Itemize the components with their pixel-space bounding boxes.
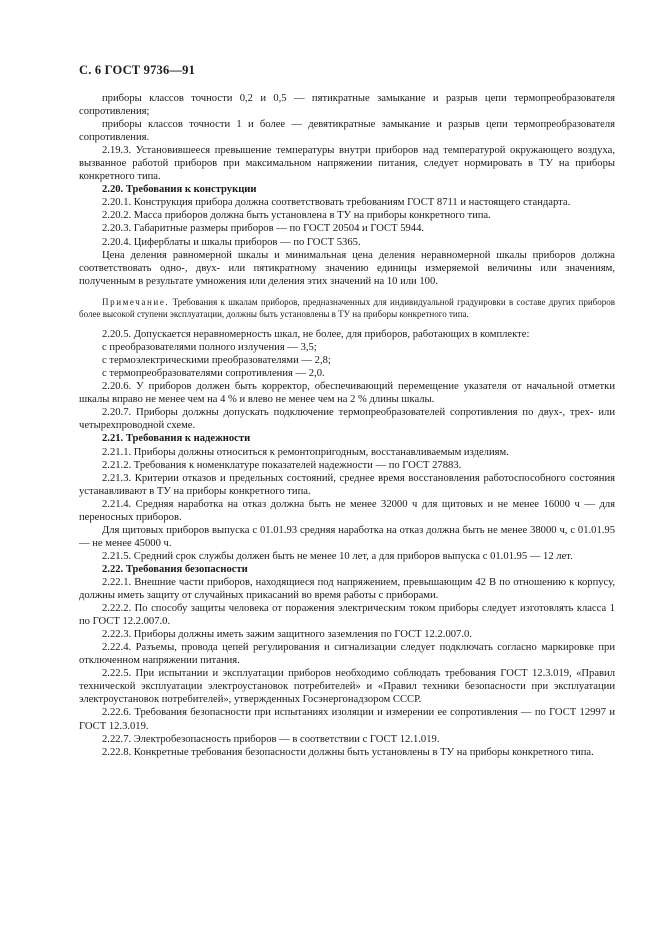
paragraph: 2.19.3. Установившееся превышение температуры внутри приборов над температурой окружающего воздуха, вызванное работой приборов при максимальном напряжении питания, следует нормировать в ТУ на приборы конкретного типа. [79, 145, 615, 183]
running-header: С. 6 ГОСТ 9736—91 [79, 63, 196, 77]
paragraph: 2.21.4. Средняя наработка на отказ должна быть не менее 32000 ч для щитовых и не менее 16000 ч — для переносных приборов. [79, 498, 615, 523]
paragraph: 2.20.4. Циферблаты и шкалы приборов — по ГОСТ 5365. [102, 236, 361, 248]
list-item: с термопреобразователями сопротивления — 2,0. [102, 368, 325, 380]
paragraph: 2.21.2. Требования к номенклатуре показателей надежности — по ГОСТ 27883. [102, 459, 462, 471]
document-body [79, 92, 615, 759]
paragraph: 2.22.3. Приборы должны иметь зажим защитного заземления по ГОСТ 12.2.007.0. [102, 629, 472, 641]
paragraph: приборы классов точности 1 и более — девятикратные замыкание и разрыв цепи термопреобразователя сопротивления. [79, 119, 615, 144]
paragraph: 2.20.7. Приборы должны допускать подключение термопреобразователей сопротивления по двух-, трех- или четырехпроводной схеме. [79, 407, 615, 432]
paragraph: 2.22.5. При испытании и эксплуатации приборов необходимо соблюдать требования ГОСТ 12.3.019, «Правил технической эксплуатации электроустановок потребителей» и «Правил техники безопасности при эксплуатации электроустановок потребителей», утвержденных Госэнергонадзором СССР. [79, 668, 615, 706]
paragraph: 2.21.5. Средний срок службы должен быть не менее 10 лет, а для приборов выпуска с 01.01.95 — 12 лет. [102, 550, 573, 562]
paragraph: приборы классов точности 0,2 и 0,5 — пятикратные замыкание и разрыв цепи термопреобразователя сопротивления; [79, 93, 615, 118]
section-heading-reliability: 2.21. Требования к надежности [102, 433, 251, 445]
paragraph: 2.22.4. Разъемы, провода цепей регулирования и сигнализации следует подключать согласно маркировке при отключенном напряжении питания. [79, 642, 615, 667]
paragraph: 2.22.1. Внешние части приборов, находящиеся под напряжением, превышающим 42 В по отношению к корпусу, должны иметь защиту от случайных прикасаний во время работы с приборами. [79, 577, 615, 602]
paragraph: 2.22.2. По способу защиты человека от поражения электрическим током приборы следует изготовлять класса 1 по ГОСТ 12.2.007.0. [79, 603, 615, 628]
paragraph: 2.22.6. Требования безопасности при испытаниях изоляции и измерении ее сопротивления — по ГОСТ 12997 и ГОСТ 12.3.019. [79, 707, 615, 732]
list-item: с преобразователями полного излучения — 3,5; [102, 342, 317, 354]
note-label: Примечание. [102, 296, 170, 307]
paragraph: 2.20.3. Габаритные размеры приборов — по ГОСТ 20504 и ГОСТ 5944. [102, 223, 425, 235]
paragraph: 2.21.3. Критерии отказов и предельных состояний, среднее время восстановления работоспособного состояния устанавливают в ТУ на приборы конкретного типа. [79, 472, 615, 497]
note [79, 296, 615, 320]
note-text: Требования к шкалам приборов, предназначенных для индивидуальной градуировки в составе других приборов более высокой ступени эксплуатации, должны быть установлены в ТУ на приборы конкретного типа. [79, 296, 616, 319]
list-item: с термоэлектрическими преобразователями — 2,8; [102, 355, 331, 367]
section-heading-construction: 2.20. Требования к конструкции [102, 184, 257, 196]
section-heading-safety: 2.22. Требования безопасности [102, 563, 248, 575]
paragraph: 2.22.7. Электробезопасность приборов — в соответствии с ГОСТ 12.1.019. [102, 733, 440, 745]
paragraph: 2.22.8. Конкретные требования безопасности должны быть установлены в ТУ на приборы конкретного типа. [102, 746, 594, 758]
paragraph: Для щитовых приборов выпуска с 01.01.93 средняя наработка на отказ должна быть не менее 38000 ч, с 01.01.95 — не менее 45000 ч. [79, 524, 615, 549]
paragraph: 2.20.1. Конструкция прибора должна соответствовать требованиям ГОСТ 8711 и настоящего стандарта. [102, 197, 571, 209]
paragraph: 2.20.6. У приборов должен быть корректор, обеспечивающий перемещение указателя от начальной отметки шкалы вправо не менее чем на 4 % и влево не менее чем на 2 % длины шкалы. [79, 381, 615, 406]
paragraph: Цена деления равномерной шкалы и минимальная цена деления неравномерной шкалы приборов должна соответствовать одно-, двух- или пятикратному значению единицы измеряемой величины или значениям, полученным в результате умножения или деления этих значений на 10 или 100. [79, 249, 615, 287]
paragraph: 2.20.2. Масса приборов должна быть установлена в ТУ на приборы конкретного типа. [102, 210, 491, 222]
paragraph: 2.21.1. Приборы должны относиться к ремонтопригодным, восстанавливаемым изделиям. [102, 446, 509, 458]
paragraph: 2.20.5. Допускается неравномерность шкал, не более, для приборов, работающих в комплекте: [102, 329, 530, 341]
